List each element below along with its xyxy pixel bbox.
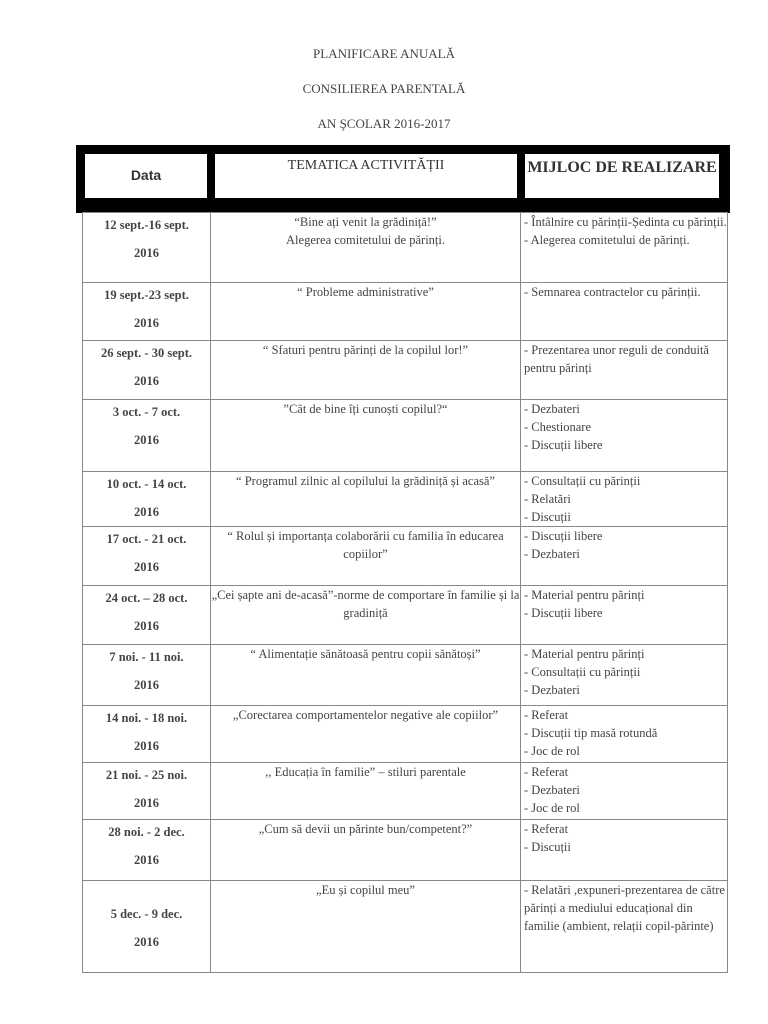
date-range: 12 sept.-16 sept. <box>104 218 189 232</box>
means-text: - Discuții libere - Dezbateri <box>524 529 603 561</box>
date-cell <box>83 283 211 341</box>
date-range: 17 oct. - 21 oct. <box>106 532 187 546</box>
table-row <box>83 400 728 472</box>
header-cell-mijloc <box>522 151 722 201</box>
topic-text: “ Alimentație sănătoasă pentru copii sănătoși” <box>250 647 481 661</box>
date-year: 2016 <box>134 739 159 753</box>
date-range: 14 noi. - 18 noi. <box>105 711 188 725</box>
topic-cell <box>211 645 521 706</box>
date-cell <box>83 763 211 820</box>
topic-cell <box>211 763 521 820</box>
topic-text: ”Cât de bine îți cunoști copilul?“ <box>283 402 448 416</box>
topic-cell <box>211 400 521 472</box>
date-range: 5 dec. - 9 dec. <box>110 907 183 921</box>
date-year: 2016 <box>134 619 159 633</box>
topic-cell <box>211 283 521 341</box>
topic-cell <box>211 472 521 527</box>
table-header <box>76 145 730 213</box>
means-text: - Referat - Discuții <box>524 822 571 854</box>
means-cell <box>521 341 728 400</box>
date-year: 2016 <box>134 796 159 810</box>
doc-title-line3: AN ŞCOLAR 2016-2017 <box>317 116 451 131</box>
date-range: 3 oct. - 7 oct. <box>112 405 181 419</box>
means-cell <box>521 472 728 527</box>
topic-text: “ Rolul și importanța colaborării cu familia în educarea copiilor” <box>227 529 507 561</box>
header-cell-tematica <box>212 151 520 201</box>
date-year: 2016 <box>134 935 159 949</box>
topic-cell <box>211 527 521 586</box>
date-year: 2016 <box>134 853 159 867</box>
date-cell <box>83 472 211 527</box>
table-row <box>83 283 728 341</box>
date-cell <box>83 213 211 283</box>
date-year: 2016 <box>134 505 159 519</box>
means-cell <box>521 881 728 973</box>
date-range: 28 noi. - 2 dec. <box>108 825 185 839</box>
topic-text: “Bine ați venit la grădiniță!” Alegerea comitetului de părinți. <box>286 215 445 247</box>
table-row <box>83 881 728 973</box>
means-text: - Material pentru părinți - Consultații cu părinții - Dezbateri <box>524 647 645 697</box>
date-year: 2016 <box>134 374 159 388</box>
topic-text: „Cum să devii un părinte bun/competent?” <box>258 822 473 836</box>
table-row <box>83 706 728 763</box>
means-cell <box>521 763 728 820</box>
header-cell-data <box>82 151 210 201</box>
means-text: - Referat - Discuții tip masă rotundă - Joc de rol <box>524 708 658 758</box>
means-cell <box>521 586 728 645</box>
means-cell <box>521 706 728 763</box>
date-range: 26 sept. - 30 sept. <box>101 346 192 360</box>
schedule-table <box>82 212 728 973</box>
topic-cell <box>211 706 521 763</box>
topic-text: “ Probleme administrative” <box>297 285 434 299</box>
means-cell <box>521 820 728 881</box>
date-year: 2016 <box>134 433 159 447</box>
date-cell <box>83 820 211 881</box>
date-cell <box>83 586 211 645</box>
means-text: - Consultații cu părinții - Relatări - Discuții <box>524 474 641 524</box>
topic-text: „Eu și copilul meu” <box>316 883 415 897</box>
topic-cell <box>211 820 521 881</box>
table-row <box>83 341 728 400</box>
date-year: 2016 <box>134 678 159 692</box>
means-text: - Dezbateri - Chestionare - Discuții libere <box>524 402 603 452</box>
date-range: 24 oct. – 28 oct. <box>105 591 188 605</box>
means-text: - Referat - Dezbateri - Joc de rol <box>524 765 580 815</box>
means-text: - Întâlnire cu părinții-Ședinta cu părinții. - Alegerea comitetului de părinți. <box>524 215 727 247</box>
topic-text: ,, Educația în familie” – stiluri parentale <box>265 765 466 779</box>
date-cell <box>83 881 211 973</box>
means-text: - Material pentru părinți - Discuții libere <box>524 588 645 620</box>
table-row <box>83 763 728 820</box>
date-cell <box>83 527 211 586</box>
table-row <box>83 472 728 527</box>
date-cell <box>83 400 211 472</box>
means-cell <box>521 213 728 283</box>
topic-text: „Corectarea comportamentelor negative ale copiilor” <box>232 708 499 722</box>
date-range: 10 oct. - 14 oct. <box>106 477 187 491</box>
date-range: 19 sept.-23 sept. <box>104 288 189 302</box>
date-cell <box>83 706 211 763</box>
topic-cell <box>211 586 521 645</box>
doc-title-line2: CONSILIEREA PARENTALĂ <box>302 81 466 96</box>
means-cell <box>521 527 728 586</box>
header-tematica-label: TEMATICA ACTIVITĂȚII <box>287 158 445 173</box>
means-text: - Relatări ,expuneri-prezentarea de către părinți a mediului educațional din familie (ambient, relații copil-părinte) <box>524 883 729 933</box>
date-year: 2016 <box>134 560 159 574</box>
date-cell <box>83 341 211 400</box>
date-year: 2016 <box>134 246 159 260</box>
means-cell <box>521 645 728 706</box>
topic-cell <box>211 341 521 400</box>
table-row <box>83 586 728 645</box>
topic-text: “ Sfaturi pentru părinți de la copilul lor!” <box>262 343 469 357</box>
table-row <box>83 645 728 706</box>
date-year: 2016 <box>134 316 159 330</box>
header-mijloc-label: MIJLOC DE REALIZARE <box>527 159 717 176</box>
means-text: - Prezentarea unor reguli de conduită pentru părinți <box>524 343 713 375</box>
topic-cell <box>211 213 521 283</box>
doc-title-line1: PLANIFICARE ANUALĂ <box>313 46 455 61</box>
table-row <box>83 527 728 586</box>
date-range: 21 noi. - 25 noi. <box>105 768 188 782</box>
table-row <box>83 213 728 283</box>
means-text: - Semnarea contractelor cu părinții. <box>524 285 701 299</box>
topic-cell <box>211 881 521 973</box>
date-range: 7 noi. - 11 noi. <box>109 650 184 664</box>
header-data-label: Data <box>130 167 162 183</box>
topic-text: “ Programul zilnic al copilului la grădiniță și acasă” <box>236 474 495 488</box>
means-cell <box>521 400 728 472</box>
means-cell <box>521 283 728 341</box>
topic-text: „Cei șapte ani de-acasă”-norme de comportare în familie și la gradiniță <box>211 588 523 620</box>
date-cell <box>83 645 211 706</box>
table-row <box>83 820 728 881</box>
